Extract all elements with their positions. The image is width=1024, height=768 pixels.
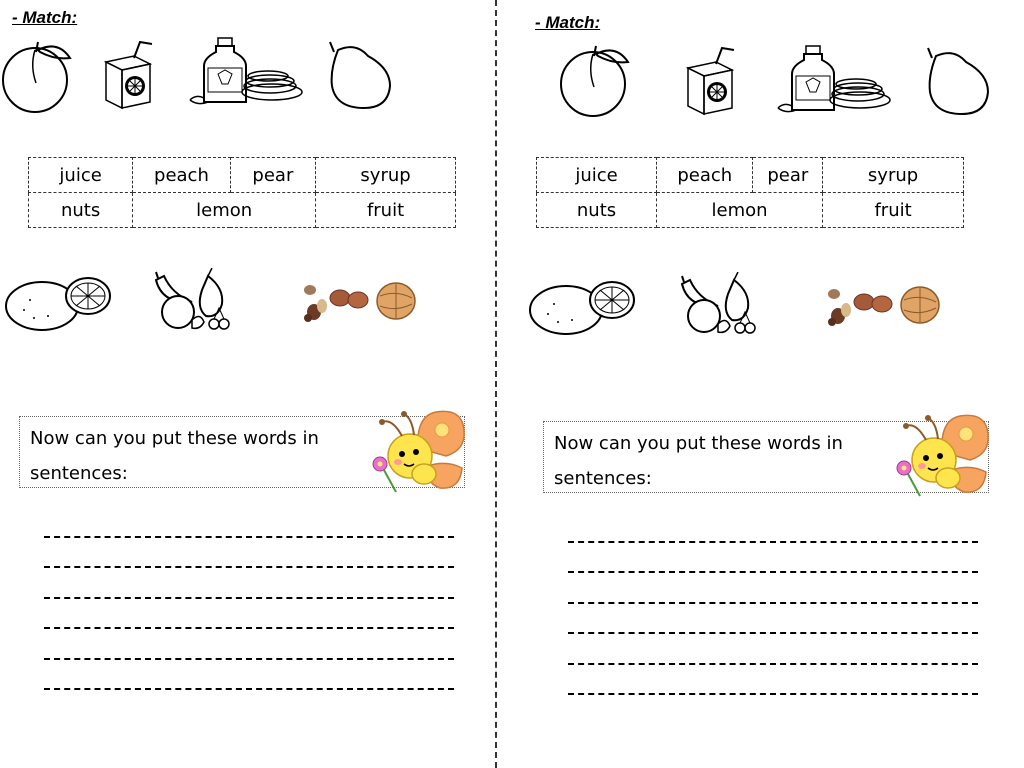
nuts-icon	[822, 282, 942, 332]
worksheet-left	[0, 0, 496, 768]
word-cell: fruit	[823, 193, 964, 228]
sentence-prompt: Now can you put these words in sentences:	[554, 433, 843, 489]
writing-line[interactable]	[568, 602, 978, 604]
writing-line[interactable]	[568, 571, 978, 573]
word-cell: nuts	[29, 193, 133, 228]
sentence-prompt: Now can you put these words in sentences:	[30, 428, 319, 484]
juice-box-icon	[100, 38, 156, 112]
word-cell: pear	[753, 158, 823, 193]
lemon-icon	[528, 278, 636, 338]
peach-icon	[558, 42, 634, 118]
writing-line[interactable]	[568, 693, 978, 695]
writing-line[interactable]	[44, 597, 454, 599]
word-cell: nuts	[537, 193, 657, 228]
word-cell: peach	[657, 158, 753, 193]
worksheet-right	[524, 0, 1020, 768]
pear-icon	[324, 40, 394, 112]
juice-box-icon	[682, 44, 738, 118]
butterfly-icon	[366, 408, 468, 496]
match-title: - Match:	[12, 8, 78, 27]
writing-line[interactable]	[44, 536, 454, 538]
fruit-bunch-icon	[152, 268, 234, 332]
writing-line[interactable]	[568, 663, 978, 665]
word-cell: lemon	[133, 193, 316, 228]
peach-icon	[0, 38, 76, 114]
word-table	[28, 157, 456, 228]
writing-line[interactable]	[44, 627, 454, 629]
word-cell: pear	[230, 158, 315, 193]
butterfly-icon	[890, 412, 992, 500]
word-cell: juice	[537, 158, 657, 193]
writing-line[interactable]	[568, 632, 978, 634]
word-cell: syrup	[823, 158, 964, 193]
writing-line[interactable]	[44, 658, 454, 660]
word-cell: lemon	[657, 193, 823, 228]
word-table	[536, 157, 964, 228]
word-cell: peach	[133, 158, 230, 193]
lemon-icon	[4, 274, 112, 334]
match-title: - Match:	[535, 13, 601, 32]
writing-line[interactable]	[568, 541, 978, 543]
writing-line[interactable]	[44, 566, 454, 568]
fruit-bunch-icon	[678, 272, 760, 336]
word-cell: fruit	[316, 193, 456, 228]
nuts-icon	[298, 278, 418, 328]
writing-line[interactable]	[44, 688, 454, 690]
pear-icon	[922, 46, 992, 118]
word-cell: syrup	[316, 158, 456, 193]
syrup-bottle-icon	[776, 44, 892, 118]
syrup-bottle-icon	[188, 36, 304, 110]
word-cell: juice	[29, 158, 133, 193]
